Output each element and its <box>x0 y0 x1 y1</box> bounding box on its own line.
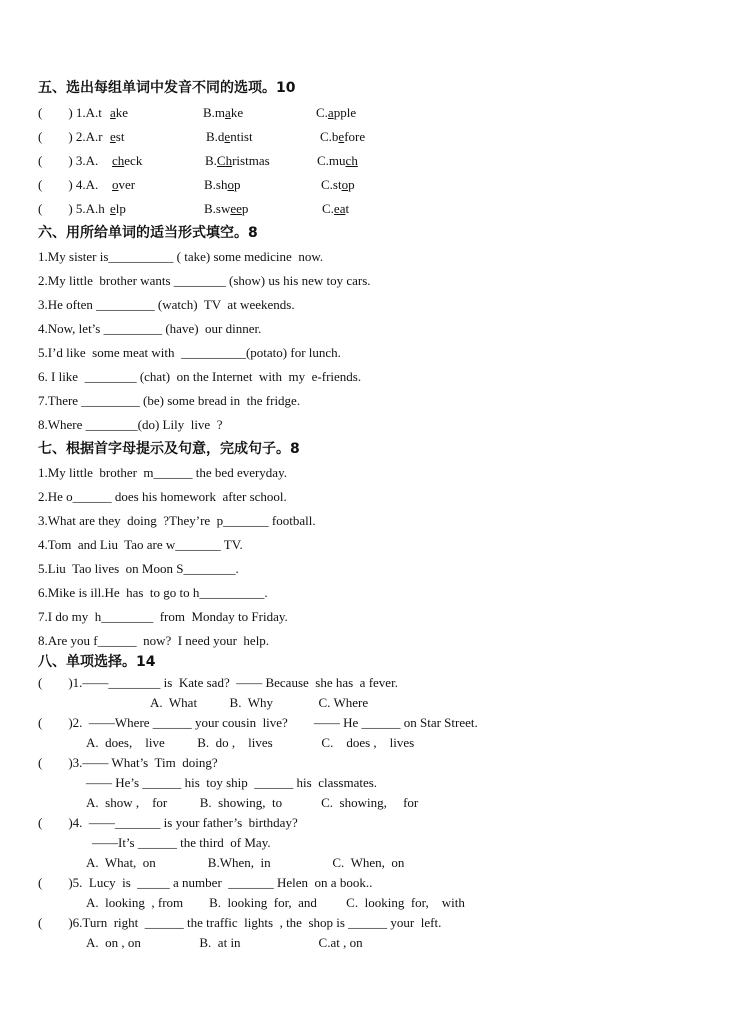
question-4-reply: ——It’s ______ the third of May. <box>92 835 271 850</box>
section-6-line: 6. I like ________ (chat) on the Internet with my e-friends. <box>38 369 362 384</box>
question-5-stem: ( )5. Lucy is _____ a number _______ Helen on a book.. <box>38 875 373 890</box>
section-7-line: 5.Liu Tao lives on Moon S________. <box>38 561 239 576</box>
option-c: C.before <box>320 129 366 144</box>
section-6-line: 7.There _________ (be) some bread in the fridge. <box>38 393 301 408</box>
question-3-reply: —— He’s ______ his toy ship ______ his classmates. <box>86 775 378 790</box>
section-6-line: 1.My sister is__________ ( take) some medicine now. <box>38 249 324 264</box>
section-7-line: 7.I do my h________ from Monday to Friday. <box>38 609 288 624</box>
section-6-heading: 六、用所给单词的适当形式填空。8 <box>38 225 258 241</box>
row-number: ( ) 5.A.h <box>38 201 105 216</box>
option-a: ake <box>110 105 129 120</box>
section-6-line: 3.He often _________ (watch) TV at weekends. <box>38 297 295 312</box>
section-8-heading: 八、单项选择。14 <box>38 654 156 670</box>
section-6-line: 8.Where ________(do) Lily live ? <box>38 417 223 432</box>
option-c: C.much <box>317 153 358 168</box>
section-7-line: 6.Mike is ill.He has to go to h__________. <box>38 585 268 600</box>
row-number: ( ) 1.A.t <box>38 105 102 120</box>
option-c: C.apple <box>316 105 357 120</box>
section-7-line: 2.He o______ does his homework after school. <box>38 489 287 504</box>
option-a: est <box>110 129 125 144</box>
question-2-stem: ( )2. ——Where ______ your cousin live? —— He ______ on Star Street. <box>38 715 478 730</box>
option-a: check <box>112 153 143 168</box>
section-6-line: 2.My little brother wants ________ (show) us his new toy cars. <box>38 273 371 288</box>
option-b: B.dentist <box>206 129 253 144</box>
option-b: B.Christmas <box>205 153 270 168</box>
option-b: B.shop <box>204 177 241 192</box>
row-number: ( ) 3.A. <box>38 153 102 168</box>
section-7-line: 1.My little brother m______ the bed everyday. <box>38 465 287 480</box>
option-c: C.eat <box>322 201 350 216</box>
question-1-stem: ( )1.——________ is Kate sad? —— Because she has a fever. <box>38 675 398 690</box>
section-5-heading: 五、选出每组单词中发音不同的选项。10 <box>38 80 296 96</box>
section-7-line: 8.Are you f______ now? I need your help. <box>38 633 270 648</box>
question-5-options: A. looking , from B. looking for, and C. looking for, with <box>86 895 465 910</box>
question-3-options: A. show , for B. showing, to C. showing, for <box>86 795 419 810</box>
option-b: B.sweep <box>204 201 249 216</box>
section-7-line: 3.What are they doing ?They’re p_______ football. <box>38 513 316 528</box>
row-number: ( ) 2.A.r <box>38 129 103 144</box>
question-4-options: A. What, on B.When, in C. When, on <box>86 855 405 870</box>
section-6-line: 5.I’d like some meat with __________(potato) for lunch. <box>38 345 341 360</box>
section-7-heading: 七、根据首字母提示及句意，完成句子。8 <box>38 441 300 457</box>
option-a: over <box>112 177 136 192</box>
option-b: B.make <box>203 105 244 120</box>
option-c: C.stop <box>321 177 355 192</box>
question-6-stem: ( )6.Turn right ______ the traffic lights , the shop is ______ your left. <box>38 915 442 930</box>
option-a: elp <box>110 201 126 216</box>
question-6-options: A. on , on B. at in C.at , on <box>86 935 363 950</box>
section-7-line: 4.Tom and Liu Tao are w_______ TV. <box>38 537 243 552</box>
section-6-line: 4.Now, let’s _________ (have) our dinner. <box>38 321 262 336</box>
question-2-options: A. does, live B. do , lives C. does , lives <box>86 735 415 750</box>
question-4-stem: ( )4. ——_______ is your father’s birthday? <box>38 815 298 830</box>
row-number: ( ) 4.A. <box>38 177 102 192</box>
question-3-stem: ( )3.—— What’s Tim doing? <box>38 755 218 770</box>
question-1-options: A. What B. Why C. Where <box>150 695 369 710</box>
